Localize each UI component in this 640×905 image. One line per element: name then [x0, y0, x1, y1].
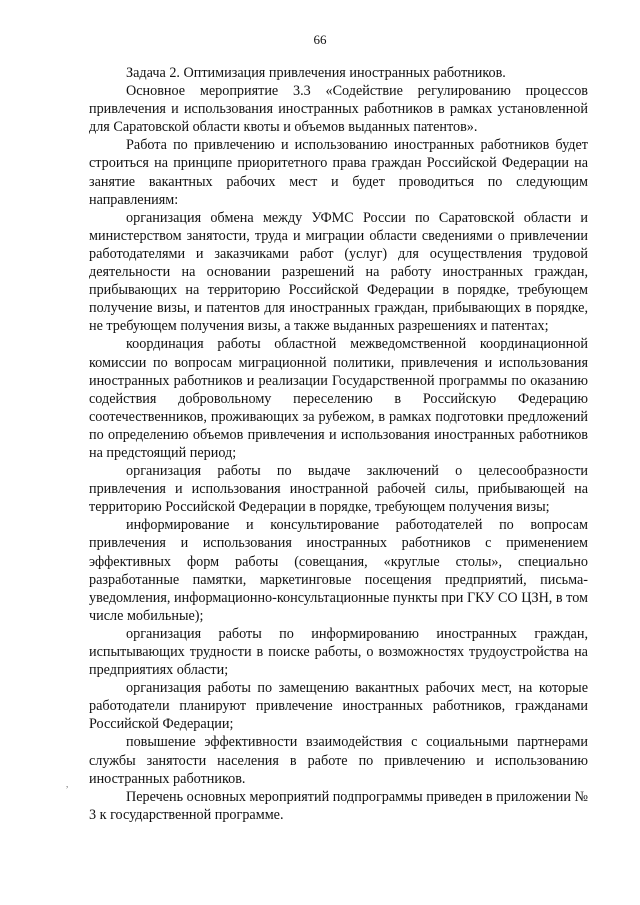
direction-item-coordination: координация работы областной межведомственной координационной комиссии по вопросам миграционной политики, привлечения и использования иностранных работников и реализации Государственной программы по оказанию содействия добровольному переселению в Российскую Федерацию соотечественников, проживающих за рубежом, в рамках подготовки предложений по определению объемов привлечения и использования иностранных работников на предстоящий период;	[89, 336, 588, 461]
direction-item-conclusions: организация работы по выдаче заключений о целесообразности привлечения и использования иностранной рабочей силы, прибывающей на территорию Российской Федерации в порядке, требующем получения визы;	[89, 463, 588, 516]
intro-paragraph: Работа по привлечению и использованию иностранных работников будет строиться на принципе приоритетного права граждан Российской Федерации на занятие вакантных рабочих мест и будет проводиться по следующим направлениям:	[89, 137, 588, 208]
direction-item-informing-employers: информирование и консультирование работодателей по вопросам привлечения и использования иностранных работников с применением эффективных форм работы (совещания, «круглые столы», специально разработанные памятки, маркетинговые посещения предприятий, письма-уведомления, информационно-консультационные пункты при ГКУ СО ЦЗН, в том числе мобильные);	[89, 517, 588, 624]
closing-paragraph: Перечень основных мероприятий подпрограммы приведен в приложении № 3 к государственной программе.	[89, 788, 589, 823]
margin-mark: ,	[66, 779, 69, 789]
page-number: 66	[313, 32, 327, 47]
direction-item-exchange: организация обмена между УФМС России по Саратовской области и министерством занятости, труда и миграции области сведениями о привлечении работодателями и заказчиками работ (услуг) для осуществления трудовой деятельности на основании разрешений на работу иностранных граждан, прибывающих на территорию Российской Федерации в порядке, требующем получение визы, и патентов для иностранных граждан, прибывающих в порядке, не требующем получения визы, а также выданных разрешениях и патентах;	[89, 209, 588, 335]
document-body	[89, 64, 588, 824]
direction-item-partners: повышение эффективности взаимодействия с социальными партнерами службы занятости населения в работе по привлечению и использованию иностранных работников.	[89, 734, 588, 787]
task-heading: Задача 2. Оптимизация привлечения иностранных работников.	[126, 65, 506, 81]
main-activity-paragraph: Основное мероприятие 3.3 «Содействие регулированию процессов привлечения и использования иностранных работников в рамках установленной для Саратовской области квоты и объемов выданных патентов».	[89, 83, 588, 136]
direction-item-informing-foreigners: организация работы по информированию иностранных граждан, испытывающих трудности в поиске работы, о возможностях трудоустройства на предприятиях области;	[89, 625, 588, 679]
direction-item-vacancies: организация работы по замещению вакантных рабочих мест, на которые работодатели планируют привлечение иностранных работников, гражданами Российской Федерации;	[89, 680, 588, 733]
